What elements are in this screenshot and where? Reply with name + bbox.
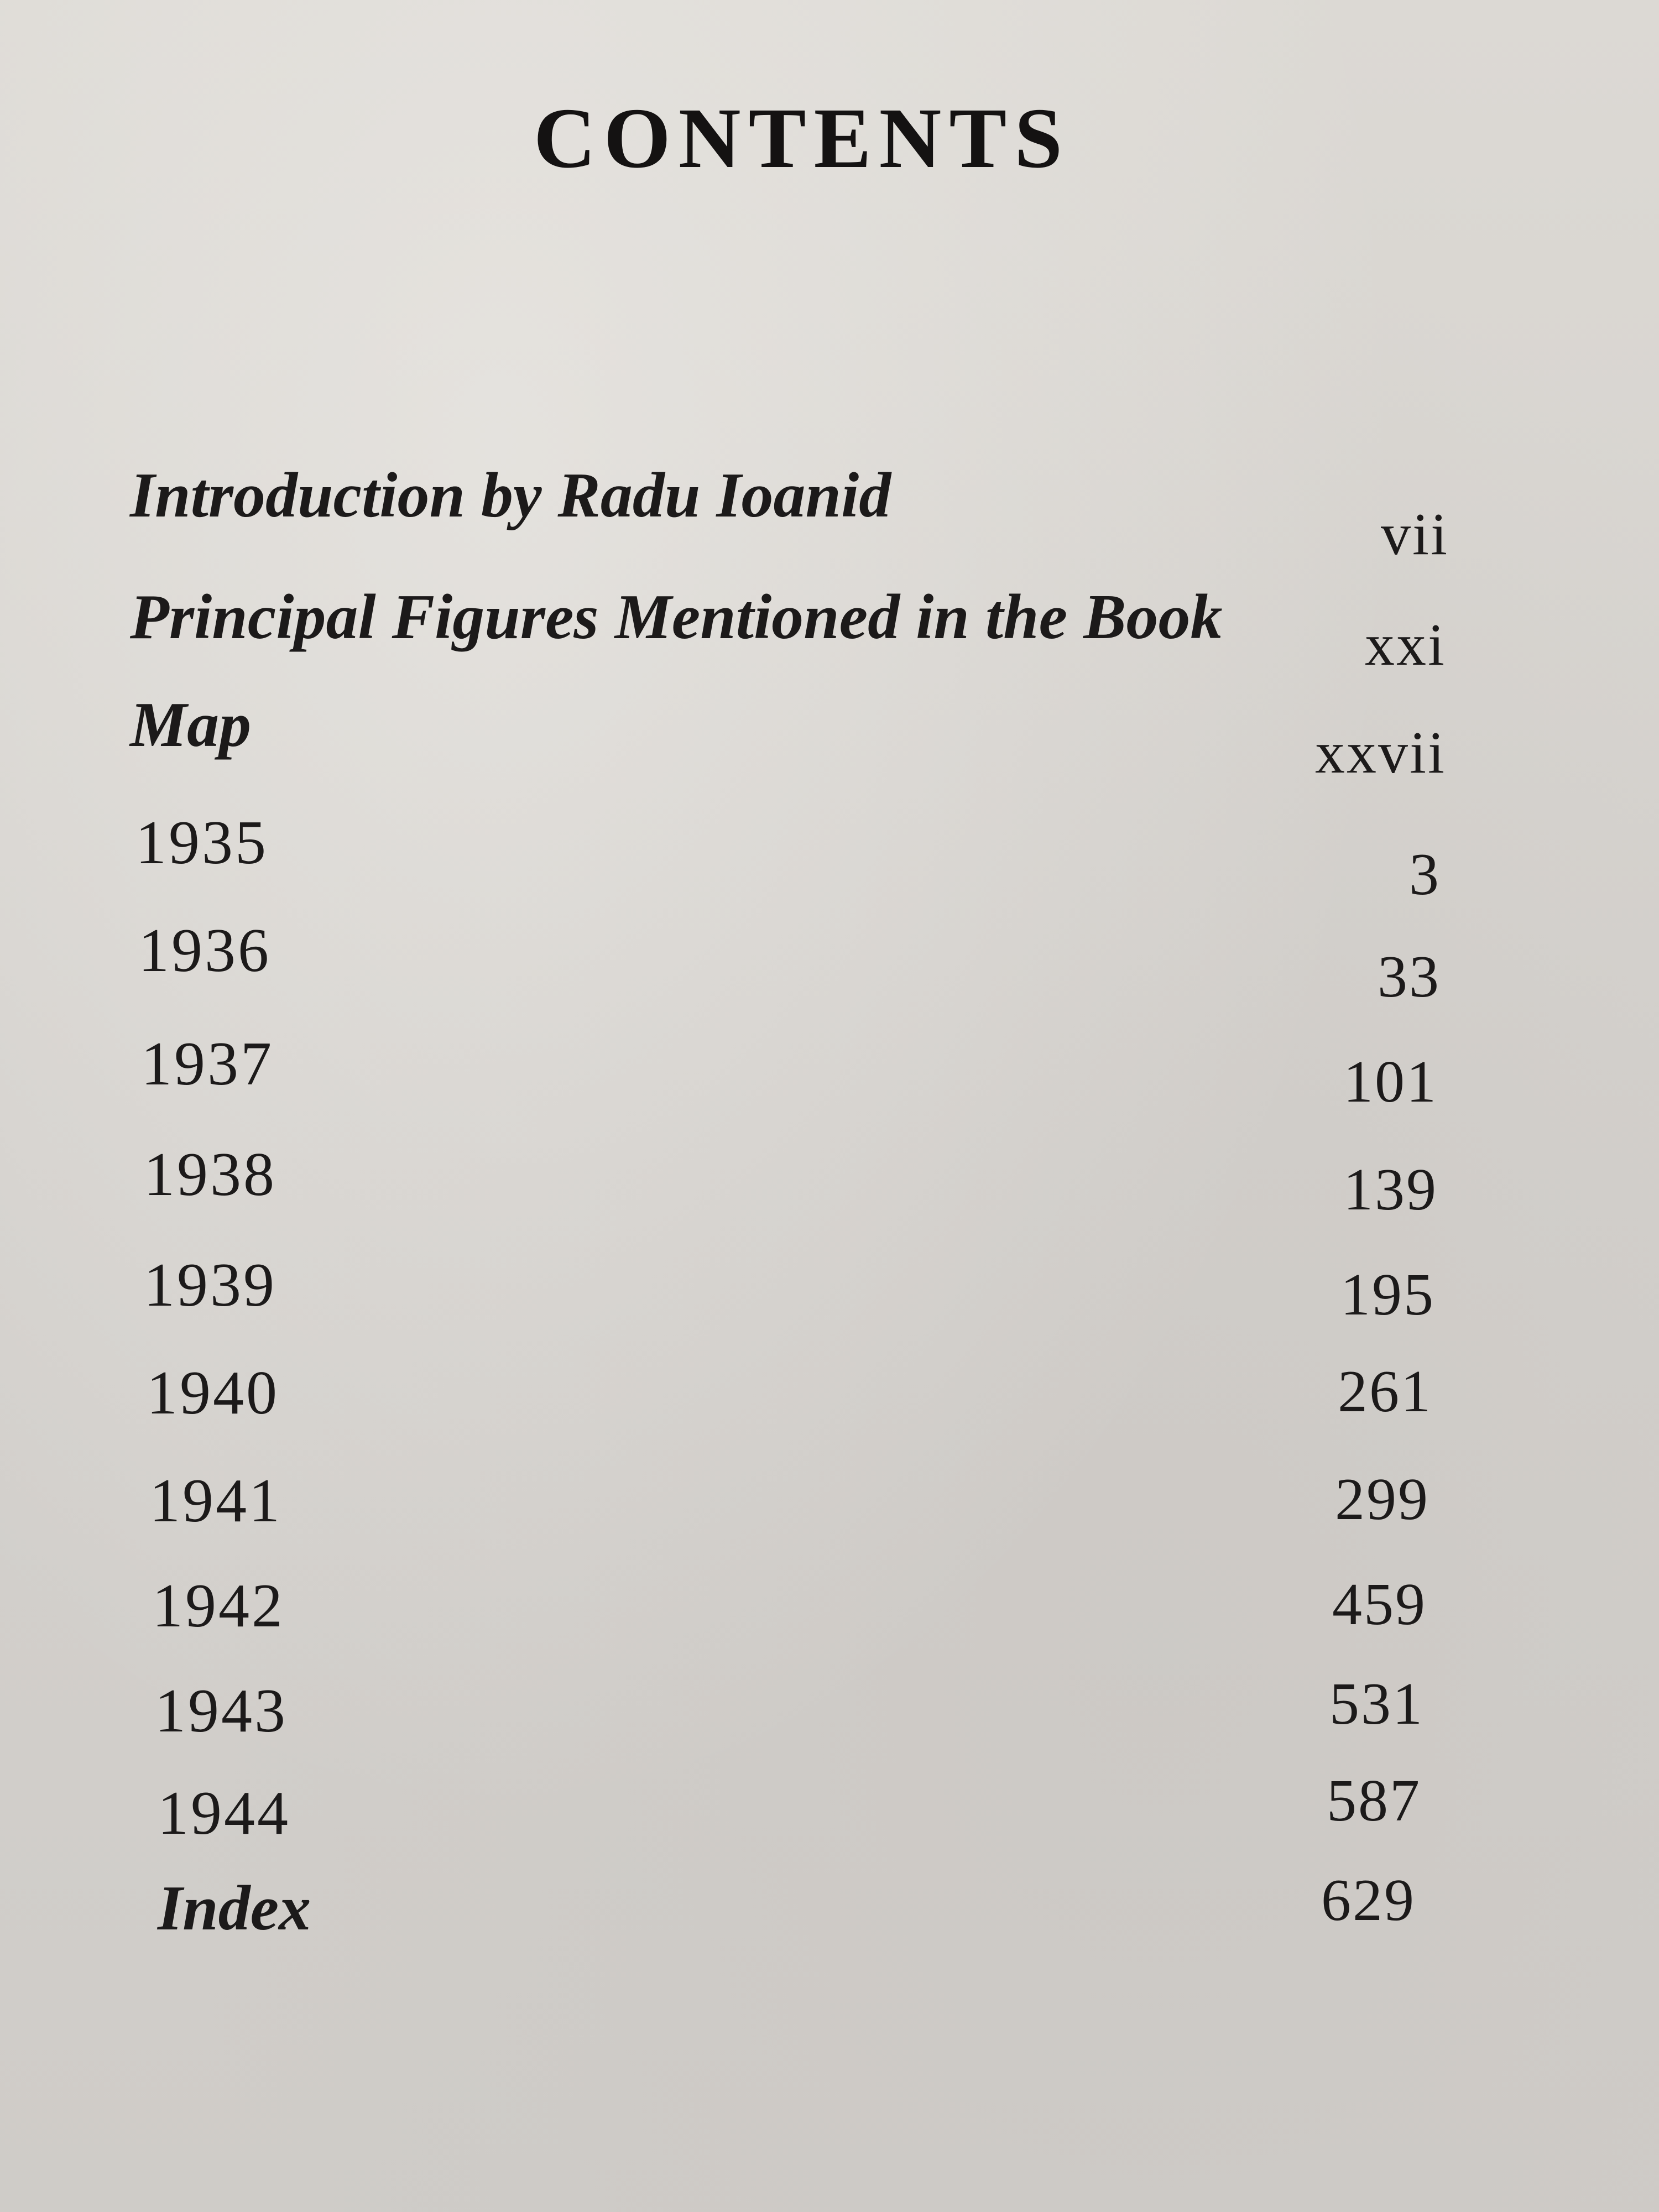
toc-entry-label: Principal Figures Mentioned in the Book	[130, 582, 1223, 653]
toc-entry-label: 1935	[135, 808, 268, 877]
toc-entry-page: 531	[1329, 1671, 1424, 1737]
toc-entry-label: 1941	[149, 1467, 282, 1535]
toc-entry-label: 1938	[144, 1140, 276, 1209]
toc-entry-page: xxi	[1364, 612, 1446, 678]
toc-entry-page: 261	[1338, 1359, 1432, 1425]
toc-entry-page: 629	[1321, 1867, 1416, 1933]
toc-entry-label: Map	[130, 690, 252, 760]
toc-entry-page: 195	[1340, 1262, 1435, 1328]
toc-entry-page: 3	[1409, 842, 1441, 907]
toc-entry-label: 1939	[144, 1251, 276, 1319]
toc-entry-page: 299	[1335, 1467, 1430, 1532]
toc-entry-label: 1937	[141, 1030, 274, 1098]
toc-entry-label: Index	[158, 1873, 311, 1944]
toc-entry-page: 587	[1327, 1768, 1421, 1834]
toc-entry-label: 1943	[155, 1677, 288, 1745]
contents-heading: CONTENTS	[533, 90, 1071, 186]
toc-entry-label: Introduction by Radu Ioanid	[130, 460, 891, 531]
toc-entry-page: 139	[1343, 1157, 1438, 1223]
toc-entry-page: xxvii	[1314, 720, 1446, 786]
toc-entry-page: 101	[1343, 1049, 1438, 1115]
toc-entry-label: 1940	[147, 1359, 279, 1427]
toc-entry-page: 33	[1378, 944, 1441, 1010]
toc-entry-label: 1942	[152, 1572, 285, 1640]
toc-entry-label: 1944	[158, 1779, 290, 1848]
toc-entry-page: 459	[1332, 1572, 1427, 1637]
toc-entry-label: 1936	[138, 916, 271, 985]
toc-entry-page: vii	[1380, 502, 1449, 567]
